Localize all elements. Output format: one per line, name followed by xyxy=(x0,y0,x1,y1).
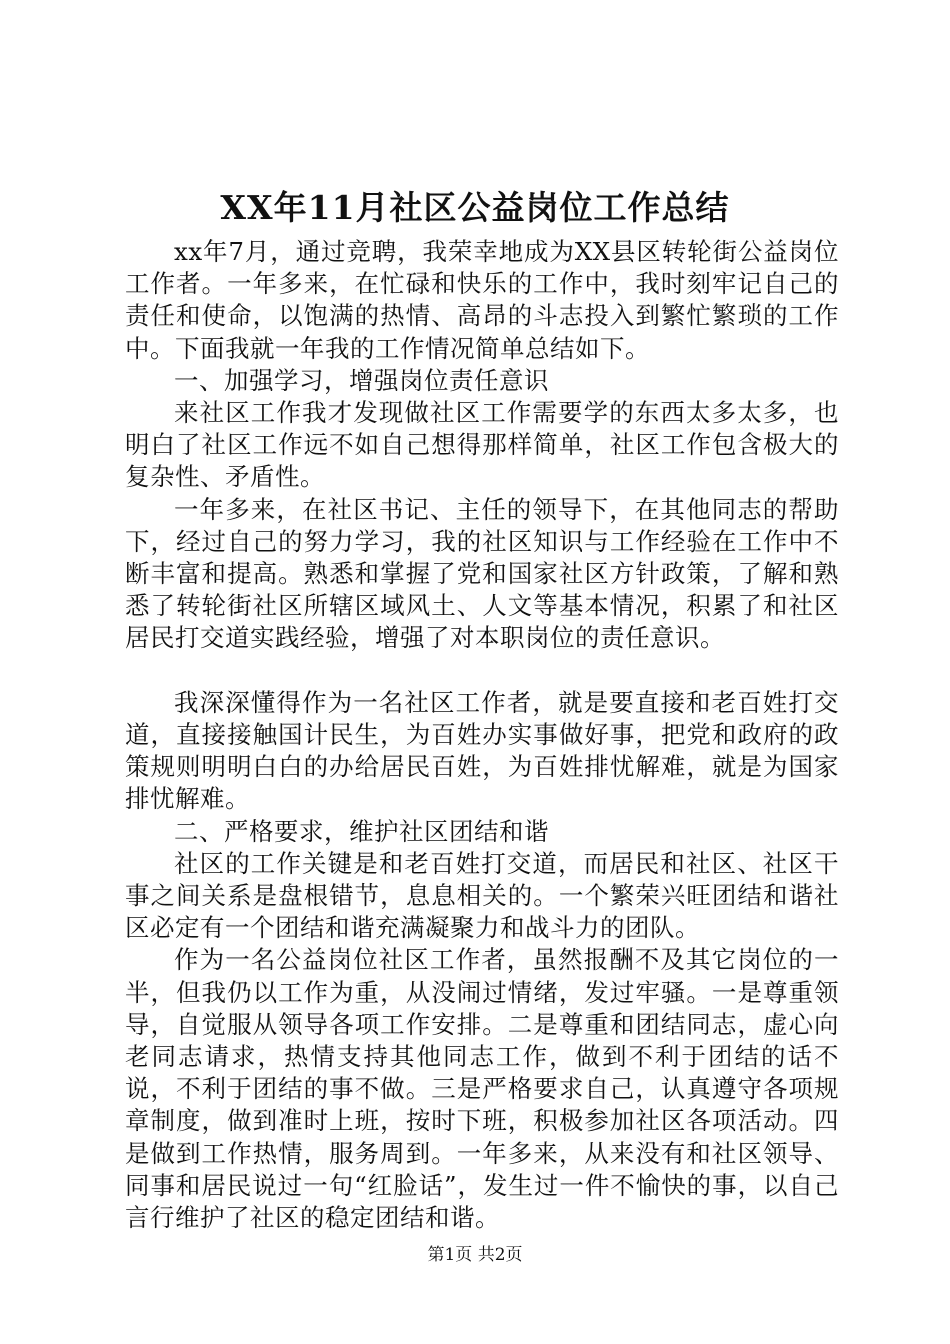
document-title: XX年11月社区公益岗位工作总结 xyxy=(220,188,730,227)
document-body xyxy=(125,236,839,1234)
paragraph: 我深深懂得作为一名社区工作者，就是要直接和老百姓打交道，直接接触国计民生，为百姓办实事做好事，把党和政府的政策规则明明白白的办给居民百姓，为百姓排忧解难，就是为国家排忧解难。 xyxy=(125,687,839,814)
page-footer: 第1页 共2页 xyxy=(427,1245,523,1265)
paragraph: 社区的工作关键是和老百姓打交道，而居民和社区、社区干事之间关系是盘根错节，息息相关的。一个繁荣兴旺团结和谐社区必定有一个团结和谐充满凝聚力和战斗力的团队。 xyxy=(125,848,839,943)
paragraph-intro: xx年7月，通过竞聘，我荣幸地成为XX县区转轮街公益岗位工作者。一年多来，在忙碌和快乐的工作中，我时刻牢记自己的责任和使命，以饱满的热情、高昂的斗志投入到繁忙繁琐的工作中。下面我就一年我的工作情况简单总结如下。 xyxy=(125,237,839,363)
paragraph: 一年多来，在社区书记、主任的领导下，在其他同志的帮助下，经过自己的努力学习，我的社区知识与工作经验在工作中不断丰富和提高。熟悉和掌握了党和国家社区方针政策，了解和熟悉了转轮街社区所辖区域风土、人文等基本情况，积累了和社区居民打交道实践经验，增强了对本职岗位的责任意识。 xyxy=(125,494,839,653)
blank-line xyxy=(125,655,839,687)
section-heading-1: 一、加强学习，增强岗位责任意识 xyxy=(174,365,549,395)
paragraph: 作为一名公益岗位社区工作者，虽然报酬不及其它岗位的一半，但我仍以工作为重，从没闹过情绪，发过牢骚。一是尊重领导，自觉服从领导各项工作安排。二是尊重和团结同志，虚心向老同志请求，热情支持其他同志工作，做到不利于团结的话不说，不利于团结的事不做。三是严格要求自己，认真遵守各项规章制度，做到准时上班，按时下班，积极参加社区各项活动。四是做到工作热情，服务周到。一年多来，从来没有和社区领导、同事和居民说过一句“红脸话”，发生过一件不愉快的事，以自己言行维护了社区的稳定团结和谐。 xyxy=(125,945,839,1233)
section-heading-2: 二、严格要求，维护社区团结和谐 xyxy=(174,816,549,846)
paragraph: 来社区工作我才发现做社区工作需要学的东西太多太多，也明白了社区工作远不如自己想得那样简单，社区工作包含极大的复杂性、矛盾性。 xyxy=(125,398,839,492)
